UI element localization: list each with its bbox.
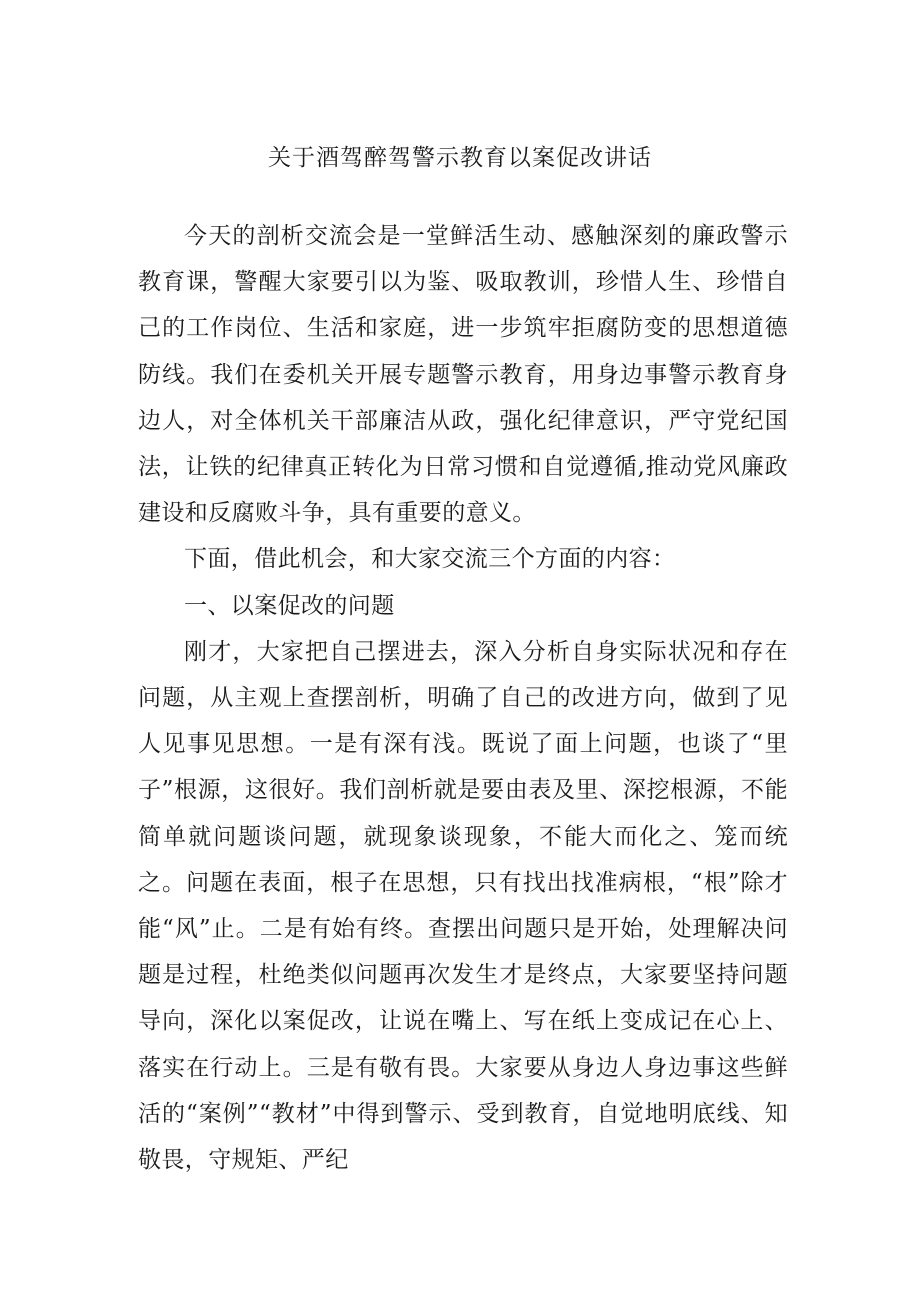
paragraph-section-1: 刚才，大家把自己摆进去，深入分析自身实际状况和存在问题，从主观上查摆剖析，明确了自己的改进方向，做到了见人见事见思想。一是有深有浅。既说了面上问题，也谈了“里子”根源，这很好。我们剖析就是要由表及里、深挖根源，不能简单就问题谈问题，就现象谈现象，不能大而化之、笼而统之。问题在表面，根子在思想，只有找出找准病根，“根”除才能“风”止。二是有始有终。查摆出问题只是开始，处理解决问题是过程，杜绝类似问题再次发生才是终点，大家要坚持问题导向，深化以案促改，让说在嘴上、写在纸上变成记在心上、落实在行动上。三是有敬有畏。大家要从身边人身边事这些鲜活的“案例”“教材”中得到警示、受到教育，自觉地明底线、知敬畏，守规矩、严纪 — [138, 638, 788, 1174]
paragraph-intro: 今天的剖析交流会是一堂鲜活生动、感触深刻的廉政警示教育课，警醒大家要引以为鉴、吸取教训，珍惜人生、珍惜自己的工作岗位、生活和家庭，进一步筑牢拒腐防变的思想道德防线。我们在委机关开展专题警示教育，用身边事警示教育身边人，对全体机关干部廉洁从政，强化纪律意识，严守党纪国法，让铁的纪律真正转化为日常习惯和自觉遵循,推动党风廉政建设和反腐败斗争，具有重要的意义。 — [138, 223, 788, 527]
document-title: 关于酒驾醉驾警示教育以案促改讲话 — [268, 145, 652, 171]
paragraph-transition: 下面，借此机会，和大家交流三个方面的内容： — [184, 546, 676, 573]
document-body — [138, 213, 788, 1183]
section-heading-1: 一、以案促改的问题 — [184, 592, 395, 619]
